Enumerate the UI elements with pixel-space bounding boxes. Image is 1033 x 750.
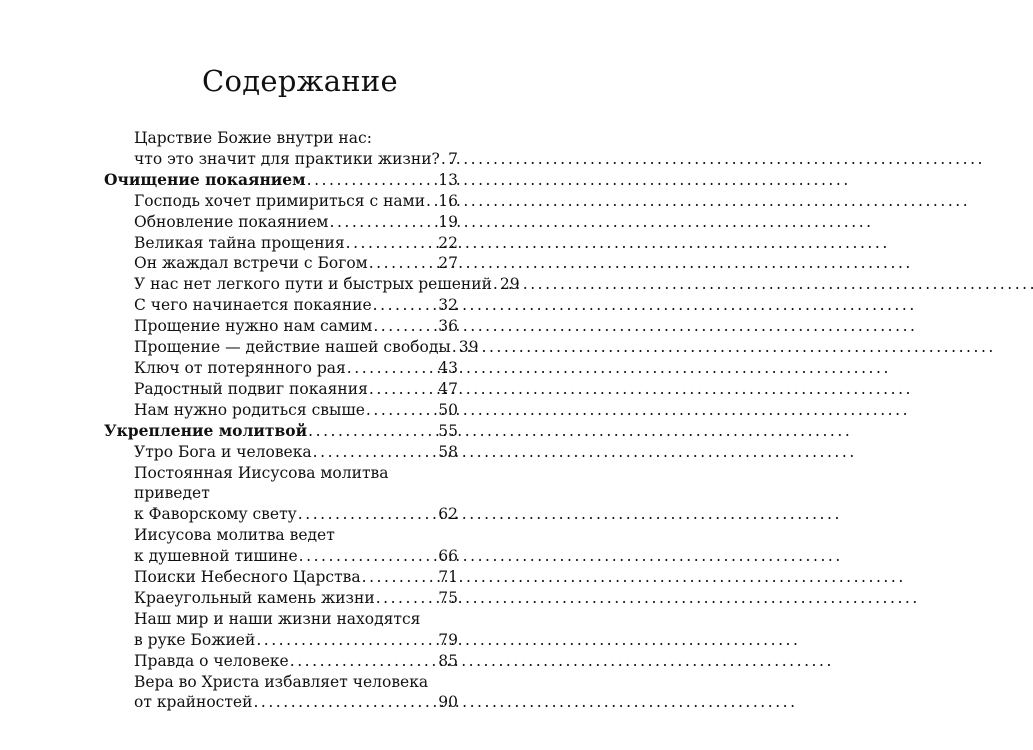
toc-entry [104,588,458,609]
toc-page-number: 36 [438,317,458,336]
toc-page-number: 85 [438,651,458,670]
dot-leader [313,442,436,463]
toc-entry-last-line [134,149,458,170]
toc-entry-title: Поиски Небесного Царства [134,568,361,587]
toc-entry-title: Прощение нужно нам самим [134,317,373,336]
toc-page-number: 27 [438,254,458,273]
toc-entry-last-line [134,233,458,254]
dot-leader [426,191,435,212]
toc-page-number: 32 [438,296,458,315]
dot-leader [299,546,436,567]
toc-entry [104,651,458,672]
toc-part-heading [104,170,458,191]
toc-entry-last-line [134,588,458,609]
toc-entry-title: Царствие Божие внутри нас: [134,129,372,147]
toc-entry-title: к душевной тишине [134,547,298,566]
toc-entry-last-line [134,253,458,274]
toc-page-number: 39 [458,338,479,357]
toc-entry [104,609,458,651]
dot-leader [290,651,436,672]
toc-page-number: 7 [448,149,458,168]
toc-entry-title: Вера во Христа избавляет человека [134,672,429,691]
dot-leader [366,400,435,421]
toc-entry-title: Очищение покаянием [104,169,306,189]
toc-page-number: 75 [438,588,458,607]
table-of-contents [104,128,520,713]
dot-leader [373,316,435,337]
toc-entry-last-line [134,692,458,713]
toc-entry [104,274,520,295]
toc-page-number: 29 [499,275,520,294]
toc-entry [104,233,458,254]
toc-entry-last-line [134,546,458,567]
dot-leader [362,567,436,588]
toc-page-number: 43 [438,358,458,377]
toc-entry-last-line [134,212,458,233]
toc-entry [104,191,458,212]
dot-leader [329,212,435,233]
toc-entry-title: Прощение — действие нашей свободы [134,338,451,357]
dot-leader [493,274,497,295]
toc-page-number: 71 [438,568,458,587]
toc-entry [104,316,458,337]
toc-entry-last-line [104,170,458,191]
dot-leader [441,149,445,170]
toc-page-number: 66 [438,547,458,566]
toc-entry [104,358,458,379]
dot-leader [307,170,436,191]
toc-entry-last-line [134,379,458,400]
toc-page-number: 19 [438,212,458,231]
dot-leader [369,379,435,400]
toc-entry-title: Утро Бога и человека [134,442,312,461]
dot-leader [298,504,435,525]
toc-entry-title: Радостный подвиг покаяния [134,379,368,398]
toc-entry [104,442,458,463]
page-title: Содержание [201,64,399,98]
toc-page-number: 22 [438,233,458,252]
toc-entry-title: Господь хочет примириться с нами [134,191,426,210]
toc-entry-last-line [134,442,458,463]
dot-leader [347,358,435,379]
toc-entry-title: Ключ от потерянного рая [134,358,346,377]
toc-entry [104,128,458,170]
toc-entry-last-line [134,567,458,588]
toc-entry-title: С чего начинается покаяние [134,296,372,315]
toc-entry-line [134,525,458,546]
dot-leader [452,337,456,358]
toc-entry [104,672,458,714]
toc-entry-last-line [134,337,479,358]
dot-leader [346,233,436,254]
toc-page-number: 13 [438,170,458,189]
toc-entry-last-line [134,295,458,316]
toc-entry-last-line [134,316,458,337]
toc-entry [104,295,458,316]
toc-entry-last-line [134,191,458,212]
toc-entry-last-line [134,400,458,421]
toc-entry-title: в руке Божией [134,630,256,649]
toc-entry-line [134,609,458,630]
toc-entry-line [134,463,458,505]
toc-entry-title: У нас нет легкого пути и быстрых решений [134,275,492,294]
toc-entry [104,463,458,526]
toc-entry [104,253,458,274]
dot-leader [373,295,436,316]
toc-page-number: 58 [438,442,458,461]
toc-page-number: 62 [438,505,458,524]
toc-entry-last-line [104,421,458,442]
toc-entry-title: Иисусова молитва ведет [134,526,335,545]
dot-leader [376,588,436,609]
toc-page-number: 16 [438,191,458,210]
toc-entry [104,525,458,567]
toc-entry-line [134,128,458,149]
dot-leader [253,692,435,713]
toc-entry-title: Нам нужно родиться свыше [134,400,365,419]
toc-entry-line [134,672,458,693]
toc-entry-title: Наш мир и наши жизни находятся [134,609,421,628]
toc-entry-title: Укрепление молитвой [104,420,308,440]
dot-leader [256,630,435,651]
toc-entry-last-line [134,504,458,525]
toc-entry-title: что это значит для практики жизни? [134,149,440,168]
toc-entry-title: Великая тайна прощения [134,233,345,252]
toc-page-number: 50 [438,400,458,419]
toc-entry-title: Правда о человеке [134,651,289,670]
toc-page-number: 47 [438,379,458,398]
toc-entry-last-line [134,274,520,295]
toc-entry-title: от крайностей [134,693,253,712]
toc-page-number: 55 [438,421,458,440]
dot-leader [308,421,435,442]
toc-entry-title: Он жаждал встречи с Богом [134,254,368,273]
toc-entry-title: Обновление покаянием [134,212,329,231]
toc-entry-title: Краеугольный камень жизни [134,588,375,607]
dot-leader [369,253,436,274]
toc-entry-title: к Фаворскому свету [134,505,297,524]
toc-entry [104,337,479,358]
toc-entry [104,212,458,233]
toc-entry [104,379,458,400]
toc-entry-title: Постоянная Иисусова молитва приведет [134,463,389,503]
toc-entry-last-line [134,358,458,379]
toc-page-number: 90 [438,693,458,712]
toc-entry-last-line [134,651,458,672]
toc-page-number: 79 [438,630,458,649]
toc-entry [104,400,458,421]
toc-entry-last-line [134,630,458,651]
toc-part-heading [104,421,458,442]
toc-entry [104,567,458,588]
